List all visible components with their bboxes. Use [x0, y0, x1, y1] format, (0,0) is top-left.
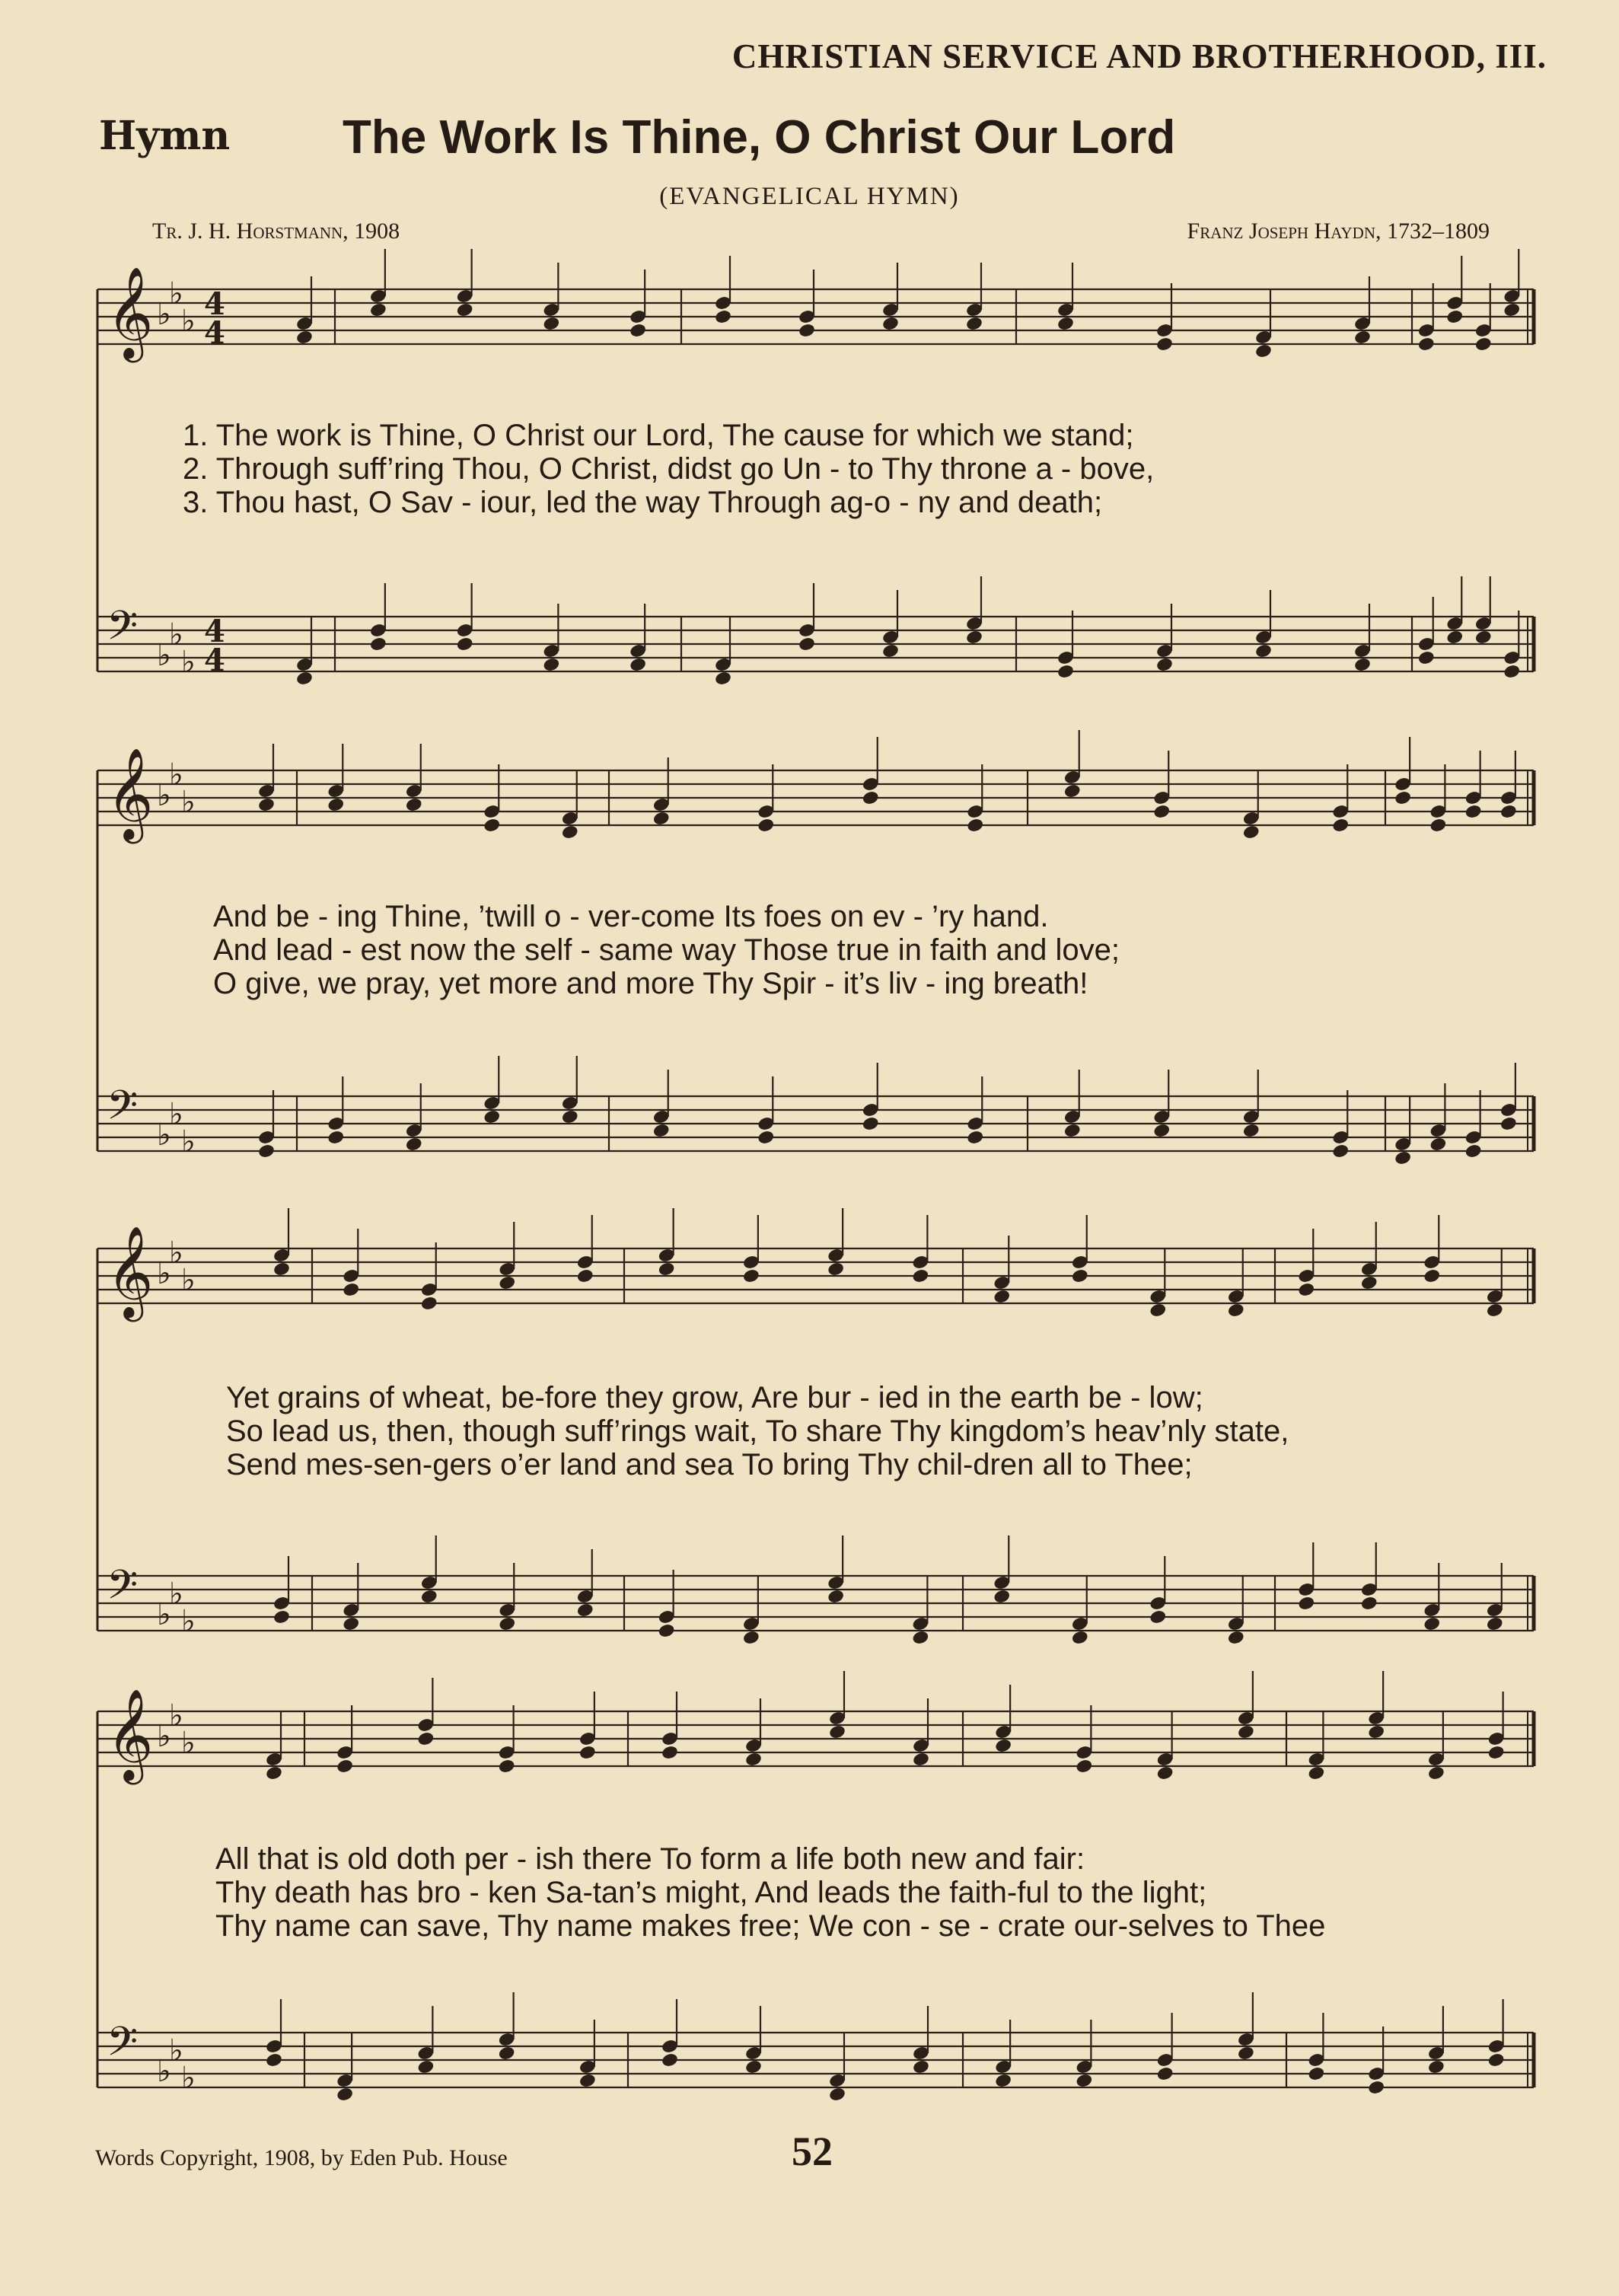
note-head — [757, 1130, 775, 1146]
tune-name: (EVANGELICAL HYMN) — [659, 183, 960, 210]
treble-clef-icon: 𝄞 — [107, 747, 154, 840]
composer-credit: Franz Joseph Haydn, 1732–1809 — [1187, 218, 1490, 244]
note-head — [862, 790, 880, 806]
note-head — [542, 316, 560, 332]
note-head — [498, 2046, 516, 2062]
flat-icon: ♭ — [181, 645, 196, 680]
note-head — [1056, 316, 1075, 332]
note-head — [1155, 336, 1174, 352]
note-head — [1499, 1116, 1518, 1132]
note-head — [336, 1759, 354, 1775]
note-head — [798, 636, 816, 652]
note-head — [1487, 2052, 1506, 2068]
note-head — [1227, 1630, 1245, 1646]
lyric-line: Send mes-sen-gers o’er land and sea To bring Thy chil-dren all to Thee; — [226, 1448, 1193, 1481]
note-head — [912, 1752, 930, 1768]
note-head — [1331, 1143, 1350, 1159]
note-head — [1071, 1630, 1089, 1646]
flat-icon: ♭ — [169, 276, 183, 311]
treble-clef-icon: 𝄞 — [107, 266, 154, 359]
flat-icon: ♭ — [157, 778, 171, 813]
flat-icon: ♭ — [181, 785, 196, 820]
section-header: CHRISTIAN SERVICE AND BROTHERHOOD, III. — [731, 37, 1547, 75]
note-head — [576, 1602, 594, 1618]
note-head — [1227, 1303, 1245, 1319]
note-head — [1149, 1303, 1167, 1319]
time-signature: 4 — [204, 315, 225, 351]
note-head — [1152, 804, 1171, 820]
note-head — [652, 811, 671, 827]
flat-icon: ♭ — [181, 1604, 196, 1639]
note-head — [798, 323, 816, 339]
note-head — [993, 1289, 1011, 1305]
flat-icon: ♭ — [181, 1263, 196, 1298]
lyric-line: Yet grains of wheat, be-fore they grow, Are bur - ied in the earth be - low; — [226, 1381, 1203, 1414]
note-head — [1237, 2046, 1255, 2062]
treble-clef-icon: 𝄞 — [107, 1688, 154, 1781]
note-head — [1254, 343, 1273, 359]
flat-icon: ♭ — [157, 297, 171, 332]
note-head — [327, 797, 345, 813]
note-head — [742, 1630, 760, 1646]
note-head — [966, 1130, 984, 1146]
note-head — [1423, 1616, 1441, 1632]
note-head — [1464, 804, 1483, 820]
note-head — [542, 657, 560, 673]
note-head — [1242, 824, 1260, 840]
note-head — [1155, 657, 1174, 673]
flat-icon: ♭ — [157, 638, 171, 673]
note-head — [342, 1616, 360, 1632]
note-head — [1063, 1123, 1082, 1139]
flat-icon: ♭ — [169, 1698, 183, 1733]
note-head — [966, 818, 984, 834]
flat-icon: ♭ — [157, 2054, 171, 2089]
note-head — [827, 1261, 845, 1277]
note-head — [744, 1752, 763, 1768]
note-head — [1503, 302, 1521, 318]
note-head — [1156, 2066, 1174, 2082]
note-head — [1063, 783, 1082, 799]
note-head — [658, 1623, 676, 1639]
lyric-line: And lead - est now the self - same way Those true in faith and love; — [213, 933, 1120, 967]
note-head — [1056, 664, 1075, 680]
note-head — [1331, 818, 1350, 834]
note-head — [1474, 336, 1493, 352]
bass-clef-icon: 𝄢 — [107, 1562, 139, 1618]
note-head — [1307, 2066, 1325, 2082]
note-head — [629, 657, 647, 673]
flat-icon: ♭ — [169, 1577, 183, 1612]
note-head — [405, 797, 423, 813]
note-head — [658, 1261, 676, 1277]
translator-credit: Tr. J. H. Horstmann, 1908 — [152, 218, 400, 244]
lyric-line: 1. The work is Thine, O Christ our Lord, The cause for which we stand; — [183, 419, 1134, 452]
note-head — [1474, 630, 1493, 646]
note-head — [1254, 643, 1273, 659]
note-head — [498, 1759, 516, 1775]
note-head — [827, 1589, 845, 1605]
note-head — [1423, 1268, 1441, 1284]
lyrics-system-1 — [183, 419, 1154, 519]
note-head — [420, 1589, 438, 1605]
note-head — [862, 1116, 880, 1132]
note-head — [272, 1609, 291, 1625]
note-head — [911, 1268, 929, 1284]
flat-icon: ♭ — [181, 1124, 196, 1159]
lyrics-system-3 — [226, 1381, 1289, 1481]
note-head — [265, 2052, 283, 2068]
note-head — [1445, 309, 1464, 325]
note-head — [994, 2073, 1012, 2089]
note-head — [498, 1275, 516, 1291]
note-head — [1242, 1123, 1260, 1139]
note-head — [578, 2073, 597, 2089]
lyric-line: 2. Through suff’ring Thou, O Christ, didst go Un - to Thy throne a - bove, — [183, 452, 1155, 486]
note-head — [405, 1137, 423, 1153]
note-head — [1417, 650, 1436, 666]
flat-icon: ♭ — [181, 304, 196, 339]
note-head — [257, 1143, 276, 1159]
note-head — [369, 302, 387, 318]
note-head — [578, 1745, 597, 1761]
lyrics-system-2 — [213, 900, 1120, 1000]
note-head — [911, 1630, 929, 1646]
note-head — [1499, 804, 1518, 820]
note-head — [881, 316, 900, 332]
note-head — [1360, 1275, 1378, 1291]
note-head — [714, 671, 732, 687]
note-head — [416, 2059, 435, 2075]
note-head — [1394, 790, 1412, 806]
flat-icon: ♭ — [181, 1726, 196, 1761]
flat-icon: ♭ — [157, 1719, 171, 1754]
note-head — [257, 797, 276, 813]
note-head — [1503, 664, 1521, 680]
note-head — [1486, 1303, 1504, 1319]
note-head — [1429, 1137, 1447, 1153]
note-head — [1071, 1268, 1089, 1284]
flat-icon: ♭ — [169, 2033, 183, 2068]
note-head — [483, 1109, 501, 1125]
note-head — [965, 316, 983, 332]
note-head — [1297, 1596, 1315, 1612]
flat-icon: ♭ — [169, 617, 183, 652]
note-head — [420, 1296, 438, 1312]
note-head — [1445, 630, 1464, 646]
lyrics-system-4 — [215, 1842, 1325, 1943]
note-head — [881, 643, 900, 659]
flat-icon: ♭ — [157, 1256, 171, 1291]
lyric-line: All that is old doth per - ish there To form a life both new and fair: — [215, 1842, 1085, 1876]
note-head — [1427, 1765, 1445, 1781]
flat-icon: ♭ — [169, 1236, 183, 1271]
note-head — [456, 636, 474, 652]
flat-icon: ♭ — [169, 1097, 183, 1132]
note-head — [1417, 336, 1436, 352]
lyric-line: So lead us, then, though suff’rings wait, To share Thy kingdom’s heav’nly state, — [226, 1414, 1289, 1448]
note-head — [416, 1731, 435, 1747]
note-head — [828, 1724, 846, 1740]
note-head — [994, 1738, 1012, 1754]
note-head — [336, 2087, 354, 2103]
flat-icon: ♭ — [181, 2061, 196, 2096]
note-head — [483, 818, 501, 834]
note-head — [1367, 2080, 1385, 2096]
note-head — [1156, 1765, 1174, 1781]
note-head — [1360, 1596, 1378, 1612]
note-head — [1464, 1143, 1483, 1159]
note-head — [1353, 657, 1372, 673]
note-head — [327, 1130, 345, 1146]
note-head — [828, 2087, 846, 2103]
note-head — [965, 630, 983, 646]
time-signature: 4 — [204, 286, 225, 322]
note-head — [912, 2059, 930, 2075]
note-head — [1237, 1724, 1255, 1740]
note-head — [1429, 818, 1447, 834]
hymn-title: The Work Is Thine, O Christ Our Lord — [343, 111, 1176, 164]
note-head — [272, 1261, 291, 1277]
note-head — [1487, 1745, 1506, 1761]
note-head — [742, 1268, 760, 1284]
lyric-line: 3. Thou hast, O Sav - iour, led the way Through ag-o - ny and death; — [183, 486, 1103, 519]
bass-clef-icon: 𝄢 — [107, 603, 139, 659]
note-head — [661, 2052, 679, 2068]
flat-icon: ♭ — [169, 757, 183, 792]
note-head — [744, 2059, 763, 2075]
note-head — [576, 1268, 594, 1284]
flat-icon: ♭ — [157, 1118, 171, 1153]
note-head — [1075, 2073, 1093, 2089]
note-head — [1367, 1724, 1385, 1740]
lyric-line: And be - ing Thine, ’twill o - ver-come Its foes on ev - ’ry hand. — [213, 900, 1049, 933]
note-head — [369, 636, 387, 652]
note-head — [1427, 2059, 1445, 2075]
note-head — [993, 1589, 1011, 1605]
note-head — [1353, 330, 1372, 346]
note-head — [757, 818, 775, 834]
note-head — [265, 1765, 283, 1781]
note-head — [1149, 1609, 1167, 1625]
note-head — [1152, 1123, 1171, 1139]
lyric-line: Thy name can save, Thy name makes free; We con - se - crate our-selves to Thee — [215, 1909, 1326, 1943]
note-head — [1075, 1759, 1093, 1775]
bass-clef-icon: 𝄢 — [107, 1083, 139, 1139]
note-head — [1297, 1282, 1315, 1298]
time-signature: 4 — [204, 614, 225, 649]
note-head — [561, 824, 579, 840]
note-head — [661, 1745, 679, 1761]
note-head — [456, 302, 474, 318]
note-head — [498, 1616, 516, 1632]
note-head — [714, 309, 732, 325]
note-head — [1394, 1150, 1412, 1166]
flat-icon: ♭ — [157, 1597, 171, 1632]
note-head — [342, 1282, 360, 1298]
note-head — [295, 671, 314, 687]
note-head — [1307, 1765, 1325, 1781]
bass-clef-icon: 𝄢 — [107, 2019, 139, 2075]
note-head — [629, 323, 647, 339]
lyric-line: O give, we pray, yet more and more Thy Spir - it’s liv - ing breath! — [213, 967, 1088, 1000]
page-number: 52 — [792, 2129, 833, 2174]
note-head — [561, 1109, 579, 1125]
time-signature: 4 — [204, 643, 225, 678]
lyric-line: Thy death has bro - ken Sa-tan’s might, And leads the faith-ful to the light; — [215, 1876, 1207, 1909]
note-head — [652, 1123, 671, 1139]
treble-clef-icon: 𝄞 — [107, 1225, 154, 1318]
copyright-notice: Words Copyright, 1908, by Eden Pub. House — [95, 2145, 508, 2170]
note-head — [1486, 1616, 1504, 1632]
note-head — [295, 330, 314, 346]
hymn-label: Hymn — [99, 113, 231, 159]
